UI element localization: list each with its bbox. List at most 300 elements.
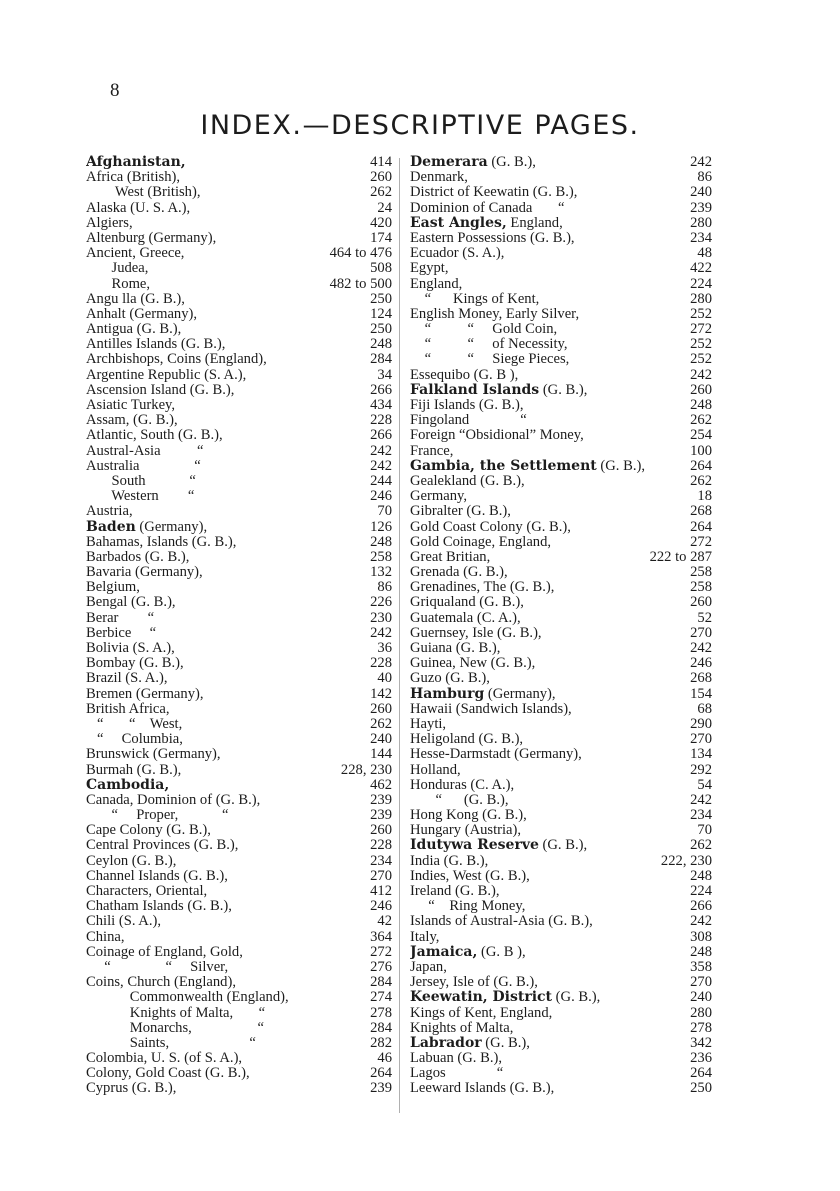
entry-name-bold: Labrador <box>410 1035 482 1051</box>
entry-name <box>86 277 326 292</box>
entry-name <box>410 368 686 383</box>
index-entry <box>410 261 712 276</box>
index-entry <box>86 990 392 1005</box>
index-entry <box>86 732 392 747</box>
entry-page-number: 254 <box>690 427 712 444</box>
entry-name-text: Bavaria (Germany), <box>86 565 203 581</box>
entry-name-text: Eastern Possessions (G. B.), <box>410 230 575 246</box>
entry-name-text: Guiana (G. B.), <box>410 641 501 656</box>
entry-page-number: 132 <box>370 564 392 581</box>
entry-name-text: China, <box>86 929 125 945</box>
index-entry <box>86 687 392 702</box>
entry-name-text: Algiers, <box>86 215 133 231</box>
index-entry <box>86 337 392 352</box>
entry-name <box>410 626 686 641</box>
entry-page-number: 364 <box>370 928 392 945</box>
entry-name <box>410 1066 686 1081</box>
entry-name <box>410 489 693 504</box>
entry-name <box>86 337 366 352</box>
entry-name-text: Berbice “ <box>86 625 157 641</box>
entry-page-number: 239 <box>690 199 712 216</box>
entry-name <box>410 277 686 292</box>
entry-name-text: (Germany), <box>135 519 208 535</box>
entry-name <box>86 641 373 656</box>
entry-name <box>410 884 686 899</box>
entry-name <box>410 216 686 231</box>
index-entry <box>86 914 392 929</box>
entry-name-text: Angu lla (G. B.), <box>86 291 185 307</box>
entry-page-number: 272 <box>370 943 392 960</box>
entry-page-number: 239 <box>370 791 392 808</box>
entry-name <box>410 231 686 246</box>
entry-name <box>86 322 366 337</box>
entry-page-number: 264 <box>690 457 712 474</box>
entry-page-number: 54 <box>697 776 712 793</box>
index-entry <box>410 550 712 565</box>
entry-name-text: “ “ West, <box>86 716 183 732</box>
entry-name-text: Gold Coast Colony (G. B.), <box>410 519 571 535</box>
entry-name <box>86 930 366 945</box>
entry-name-text: Canada, Dominion of (G. B.), <box>86 792 261 808</box>
index-entry <box>86 854 392 869</box>
entry-name <box>86 444 366 459</box>
index-entry <box>410 201 712 216</box>
entry-name <box>86 990 366 1005</box>
index-entry <box>410 793 712 808</box>
index-entry <box>410 231 712 246</box>
entry-name <box>86 717 366 732</box>
entry-page-number: 260 <box>370 169 392 186</box>
entry-page-number: 228 <box>370 655 392 672</box>
entry-name <box>86 763 337 778</box>
entry-name-text: Cyprus (G. B.), <box>86 1081 177 1097</box>
index-column-right <box>410 155 712 1097</box>
entry-name-bold: Falkland Islands <box>410 382 540 398</box>
entry-name <box>86 231 366 246</box>
entry-name <box>410 687 686 702</box>
entry-name <box>86 1051 373 1066</box>
entry-name-text: (G. B.), <box>539 382 588 398</box>
index-entry <box>410 717 712 732</box>
entry-name <box>86 1021 366 1036</box>
entry-name <box>410 671 686 686</box>
entry-page-number: 240 <box>690 184 712 201</box>
entry-name <box>410 641 686 656</box>
entry-name <box>86 368 373 383</box>
entry-page-number: 246 <box>370 488 392 505</box>
entry-page-number: 239 <box>370 1080 392 1097</box>
entry-name <box>410 656 686 671</box>
entry-page-number: 246 <box>690 655 712 672</box>
entry-name <box>86 702 366 717</box>
entry-page-number: 234 <box>690 807 712 824</box>
index-entry <box>86 763 392 778</box>
index-entry <box>410 1066 712 1081</box>
entry-name <box>410 201 686 216</box>
entry-name <box>410 1036 686 1051</box>
entry-name-text: Fiji Islands (G. B.), <box>410 398 524 413</box>
entry-page-number: 222, 230 <box>660 852 712 869</box>
entry-name-text: “ “ of Necessity, <box>410 337 568 353</box>
entry-name <box>86 975 366 990</box>
entry-name-bold: Keewatin, District <box>410 990 553 1006</box>
entry-page-number: 278 <box>690 1019 712 1036</box>
entry-name-text: Knights of Malta, “ <box>86 1005 266 1021</box>
entry-page-number: 248 <box>690 867 712 884</box>
entry-page-number: 262 <box>370 715 392 732</box>
index-entry <box>410 474 712 489</box>
entry-page-number: 358 <box>690 958 712 975</box>
entry-name-text: “ Ring Money, <box>410 899 526 915</box>
entry-name <box>86 854 366 869</box>
index-entry <box>410 1006 712 1021</box>
entry-name <box>410 383 686 398</box>
entry-name <box>410 990 686 1005</box>
index-entry <box>86 489 392 504</box>
entry-name-text: (G. B.), <box>481 1035 530 1051</box>
entry-name-bold: Hamburg <box>410 686 485 702</box>
index-entry <box>86 626 392 641</box>
entry-name-text: Hungary (Austria), <box>410 823 522 839</box>
entry-name <box>86 504 373 519</box>
entry-name <box>410 185 686 200</box>
entry-page-number: 264 <box>690 518 712 535</box>
index-entry <box>410 565 712 580</box>
entry-name <box>410 1081 686 1096</box>
entry-name <box>86 428 366 443</box>
index-entry <box>86 277 392 292</box>
index-entry <box>410 155 712 170</box>
entry-name-text: Western “ <box>86 489 195 505</box>
entry-page-number: 260 <box>370 822 392 839</box>
entry-page-number: 70 <box>377 503 392 520</box>
index-entry <box>86 352 392 367</box>
entry-name-text: Hayti, <box>410 716 447 732</box>
index-entry <box>410 398 712 413</box>
entry-name <box>410 945 686 960</box>
index-entry <box>86 641 392 656</box>
entry-name-text: (G. B.), <box>538 838 588 854</box>
index-entry <box>410 337 712 352</box>
entry-name <box>410 170 693 185</box>
index-entry <box>86 884 392 899</box>
index-entry <box>410 520 712 535</box>
entry-page-number: 36 <box>377 640 392 656</box>
entry-page-number: 264 <box>690 1065 712 1082</box>
entry-name <box>86 185 366 200</box>
page-number: 8 <box>110 80 120 101</box>
entry-page-number: 262 <box>370 184 392 201</box>
entry-name-bold: Gambia, the Settlement <box>410 458 597 474</box>
index-entry <box>86 1021 392 1036</box>
entry-name <box>86 580 373 595</box>
entry-name-text: Atlantic, South (G. B.), <box>86 428 223 444</box>
entry-name <box>410 459 686 474</box>
index-entry <box>410 185 712 200</box>
entry-page-number: 86 <box>697 169 712 186</box>
entry-page-number: 242 <box>690 154 712 170</box>
index-entry <box>410 1081 712 1096</box>
index-entry <box>410 763 712 778</box>
entry-name-text: Brunswick (Germany), <box>86 747 221 763</box>
entry-page-number: 70 <box>697 822 712 839</box>
index-entry <box>86 838 392 853</box>
entry-name-text: Assam, (G. B.), <box>86 413 178 429</box>
index-entry <box>410 322 712 337</box>
entry-name-text: West (British), <box>86 185 201 201</box>
entry-page-number: 260 <box>690 381 712 398</box>
entry-name-text: Anhalt (Germany), <box>86 306 198 322</box>
index-entry <box>86 1081 392 1096</box>
entry-name-bold: Idutywa Reserve <box>410 838 539 854</box>
entry-name <box>86 216 366 231</box>
entry-name-text: “ “ Gold Coin, <box>410 322 558 338</box>
entry-page-number: 272 <box>690 321 712 338</box>
entry-page-number: 422 <box>690 260 712 277</box>
entry-name-text: Monarchs, “ <box>86 1020 264 1036</box>
entry-name-bold: Baden <box>86 519 136 535</box>
entry-name <box>86 793 366 808</box>
index-entry <box>410 641 712 656</box>
entry-name <box>86 383 366 398</box>
entry-name <box>410 732 686 747</box>
index-entry <box>86 565 392 580</box>
entry-page-number: 40 <box>377 670 392 687</box>
entry-page-number: 126 <box>370 518 392 535</box>
entry-page-number: 248 <box>370 533 392 550</box>
entry-page-number: 262 <box>690 837 712 854</box>
entry-page-number: 244 <box>370 472 392 489</box>
entry-name <box>86 1066 366 1081</box>
entry-name-text: Bengal (G. B.), <box>86 595 176 611</box>
entry-name <box>410 778 693 793</box>
entry-name-text: Antilles Islands (G. B.), <box>86 337 226 353</box>
entry-page-number: 342 <box>690 1034 712 1051</box>
index-entry <box>410 611 712 626</box>
entry-name-text: Guinea, New (G. B.), <box>410 656 536 672</box>
entry-name <box>86 611 366 626</box>
entry-name-text: Asiatic Turkey, <box>86 398 176 413</box>
index-entry <box>410 869 712 884</box>
entry-name <box>410 808 686 823</box>
entry-name <box>410 261 686 276</box>
entry-name <box>410 717 686 732</box>
entry-name <box>86 413 366 428</box>
entry-name-text: Austral-Asia “ <box>86 443 204 459</box>
entry-page-number: 240 <box>690 989 712 1006</box>
entry-name <box>410 337 686 352</box>
entry-name-text: (G. B.), <box>487 155 536 170</box>
entry-page-number: 144 <box>370 746 392 763</box>
entry-name <box>86 732 366 747</box>
index-entry <box>86 550 392 565</box>
entry-page-number: 242 <box>370 624 392 641</box>
entry-name-text: Egypt, <box>410 261 449 277</box>
index-entry <box>86 960 392 975</box>
entry-name <box>410 535 686 550</box>
index-entry <box>86 444 392 459</box>
index-entry <box>86 823 392 838</box>
index-entry <box>410 292 712 307</box>
entry-name-text: Cape Colony (G. B.), <box>86 823 211 839</box>
entry-page-number: 268 <box>690 670 712 687</box>
index-entry <box>410 504 712 519</box>
index-entry <box>86 671 392 686</box>
entry-page-number: 234 <box>370 852 392 869</box>
index-entry <box>410 1021 712 1036</box>
entry-name <box>410 246 693 261</box>
index-entry <box>86 216 392 231</box>
entry-name <box>86 201 373 216</box>
entry-name <box>86 1081 366 1096</box>
index-entry <box>86 413 392 428</box>
entry-page-number: 224 <box>690 883 712 899</box>
index-entry <box>86 185 392 200</box>
entry-page-number: 258 <box>690 564 712 581</box>
entry-page-number: 284 <box>370 1019 392 1036</box>
index-entry <box>410 413 712 428</box>
entry-name <box>86 459 366 474</box>
entry-page-number: 414 <box>370 154 392 170</box>
index-entry <box>410 914 712 929</box>
page-title: INDEX.—DESCRIPTIVE PAGES. <box>200 110 640 141</box>
index-entry <box>86 1006 392 1021</box>
entry-page-number: 266 <box>690 898 712 915</box>
entry-page-number: 260 <box>370 700 392 717</box>
entry-name-text: “ “ Siege Pieces, <box>410 352 570 368</box>
entry-name-text: Ireland (G. B.), <box>410 884 500 899</box>
entry-page-number: 174 <box>370 229 392 246</box>
index-entry <box>410 428 712 443</box>
entry-name-text: (Germany), <box>484 686 556 702</box>
entry-page-number: 280 <box>690 214 712 231</box>
entry-page-number: 42 <box>377 913 392 930</box>
index-entry <box>410 687 712 702</box>
entry-page-number: 280 <box>690 1004 712 1021</box>
index-entry <box>410 990 712 1005</box>
entry-page-number: 142 <box>370 685 392 702</box>
entry-page-number: 284 <box>370 351 392 368</box>
entry-page-number: 268 <box>690 503 712 520</box>
entry-name <box>410 520 686 535</box>
entry-name-text: Bolivia (S. A.), <box>86 641 175 656</box>
entry-name <box>410 838 686 853</box>
entry-page-number: 278 <box>370 1004 392 1021</box>
index-entry <box>86 459 392 474</box>
entry-page-number: 242 <box>690 366 712 383</box>
entry-name-text: Great Britian, <box>410 549 491 565</box>
index-entry <box>86 808 392 823</box>
index-entry <box>410 489 712 504</box>
entry-page-number: 234 <box>690 229 712 246</box>
entry-name <box>410 611 693 626</box>
entry-name-text: Honduras (C. A.), <box>410 777 515 793</box>
index-entry <box>86 322 392 337</box>
entry-name-text: Foreign “Obsidional” Money, <box>410 428 584 444</box>
index-entry <box>86 656 392 671</box>
entry-name <box>86 352 366 367</box>
index-entry <box>410 535 712 550</box>
entry-name-text: Indies, West (G. B.), <box>410 868 530 884</box>
entry-name-text: Kings of Kent, England, <box>410 1005 553 1021</box>
entry-page-number: 482 to 500 <box>329 275 392 292</box>
index-entry <box>86 930 392 945</box>
entry-name-bold: Afghanistan, <box>86 155 186 170</box>
entry-page-number: 236 <box>690 1050 712 1067</box>
entry-name-text: Antigua (G. B.), <box>86 322 182 338</box>
entry-name <box>86 823 366 838</box>
entry-name <box>410 428 686 443</box>
entry-page-number: 284 <box>370 974 392 991</box>
entry-name-text: Bremen (Germany), <box>86 686 204 702</box>
entry-page-number: 250 <box>690 1080 712 1097</box>
index-entry <box>410 170 712 185</box>
entry-name <box>410 869 686 884</box>
entry-name <box>86 626 366 641</box>
entry-page-number: 260 <box>690 594 712 611</box>
entry-name <box>86 960 366 975</box>
index-entry <box>410 747 712 762</box>
entry-name-text: Holland, <box>410 762 461 778</box>
entry-page-number: 226 <box>370 594 392 611</box>
index-entry <box>410 580 712 595</box>
entry-name <box>410 155 686 170</box>
index-entry <box>86 428 392 443</box>
entry-name <box>86 914 373 929</box>
entry-name-text: Belgium, <box>86 580 140 596</box>
index-entry <box>86 201 392 216</box>
entry-page-number: 248 <box>690 943 712 960</box>
entry-name-text: Central Provinces (G. B.), <box>86 838 239 854</box>
entry-name-text: Gold Coinage, England, <box>410 534 552 550</box>
index-entry <box>86 899 392 914</box>
entry-name <box>410 763 686 778</box>
entry-name <box>410 322 686 337</box>
entry-name <box>410 1021 686 1036</box>
entry-name <box>86 565 366 580</box>
entry-name-text: Ecuador (S. A.), <box>410 246 505 262</box>
index-entry <box>86 717 392 732</box>
entry-name <box>86 1006 366 1021</box>
entry-name-text: English Money, Early Silver, <box>410 306 580 322</box>
entry-page-number: 276 <box>370 958 392 975</box>
entry-name <box>86 884 366 899</box>
entry-name-text: Archbishops, Coins (England), <box>86 352 267 368</box>
entry-name-text: England, <box>506 215 563 231</box>
entry-name-text: Colombia, U. S. (of S. A.), <box>86 1051 243 1067</box>
entry-name-text: Leeward Islands (G. B.), <box>410 1081 555 1097</box>
entry-page-number: 266 <box>370 381 392 398</box>
entry-name <box>86 687 366 702</box>
entry-name-text: Lagos “ <box>410 1066 504 1082</box>
entry-page-number: 270 <box>690 731 712 748</box>
entry-name <box>86 656 366 671</box>
entry-name-text: Africa (British), <box>86 170 181 186</box>
entry-page-number: 242 <box>690 913 712 930</box>
entry-name <box>86 550 366 565</box>
entry-page-number: 239 <box>370 807 392 824</box>
index-entry <box>410 383 712 398</box>
entry-page-number: 242 <box>370 457 392 474</box>
entry-name-bold: East Angles, <box>410 215 507 231</box>
index-entry <box>86 1051 392 1066</box>
entry-name <box>410 504 686 519</box>
index-entry <box>410 778 712 793</box>
entry-name-text: France, <box>410 443 454 459</box>
index-entry <box>410 930 712 945</box>
entry-name-text: Chili (S. A.), <box>86 914 162 930</box>
index-entry <box>410 838 712 853</box>
